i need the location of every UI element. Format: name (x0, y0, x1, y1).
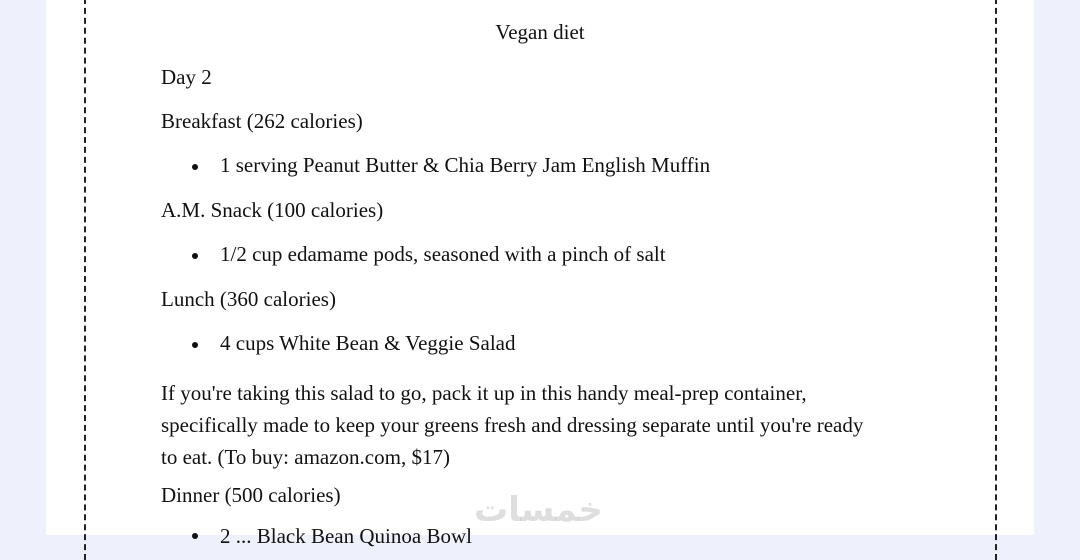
breakfast-item: 1 serving Peanut Butter & Chia Berry Jam English Muffin (220, 153, 711, 177)
snack-heading: A.M. Snack (100 calories) (161, 198, 384, 222)
breakfast-heading: Breakfast (262 calories) (161, 109, 363, 133)
lunch-item: 4 cups White Bean & Veggie Salad (220, 331, 516, 355)
bullet-icon (192, 164, 198, 170)
snack-item: 1/2 cup edamame pods, seasoned with a pinch of salt (220, 242, 666, 266)
bullet-icon (192, 253, 198, 259)
bullet-icon (192, 342, 198, 348)
watermark-logo: خمسات (474, 490, 603, 530)
bullet-icon (192, 533, 198, 539)
document-title: Vegan diet (495, 20, 585, 44)
lunch-note-paragraph: If you're taking this salad to go, pack it up in this handy meal-prep container, specifically made to keep your greens fresh and dressing separate until you're ready to eat. (To buy: amazon.com, $17) (161, 381, 864, 469)
lunch-heading: Lunch (360 calories) (161, 287, 336, 311)
dinner-heading: Dinner (500 calories) (161, 483, 341, 507)
page-border (84, 0, 997, 560)
day-heading: Day 2 (161, 65, 212, 89)
dinner-item-partial: 2 ... Black Bean Quinoa Bowl (220, 524, 472, 548)
